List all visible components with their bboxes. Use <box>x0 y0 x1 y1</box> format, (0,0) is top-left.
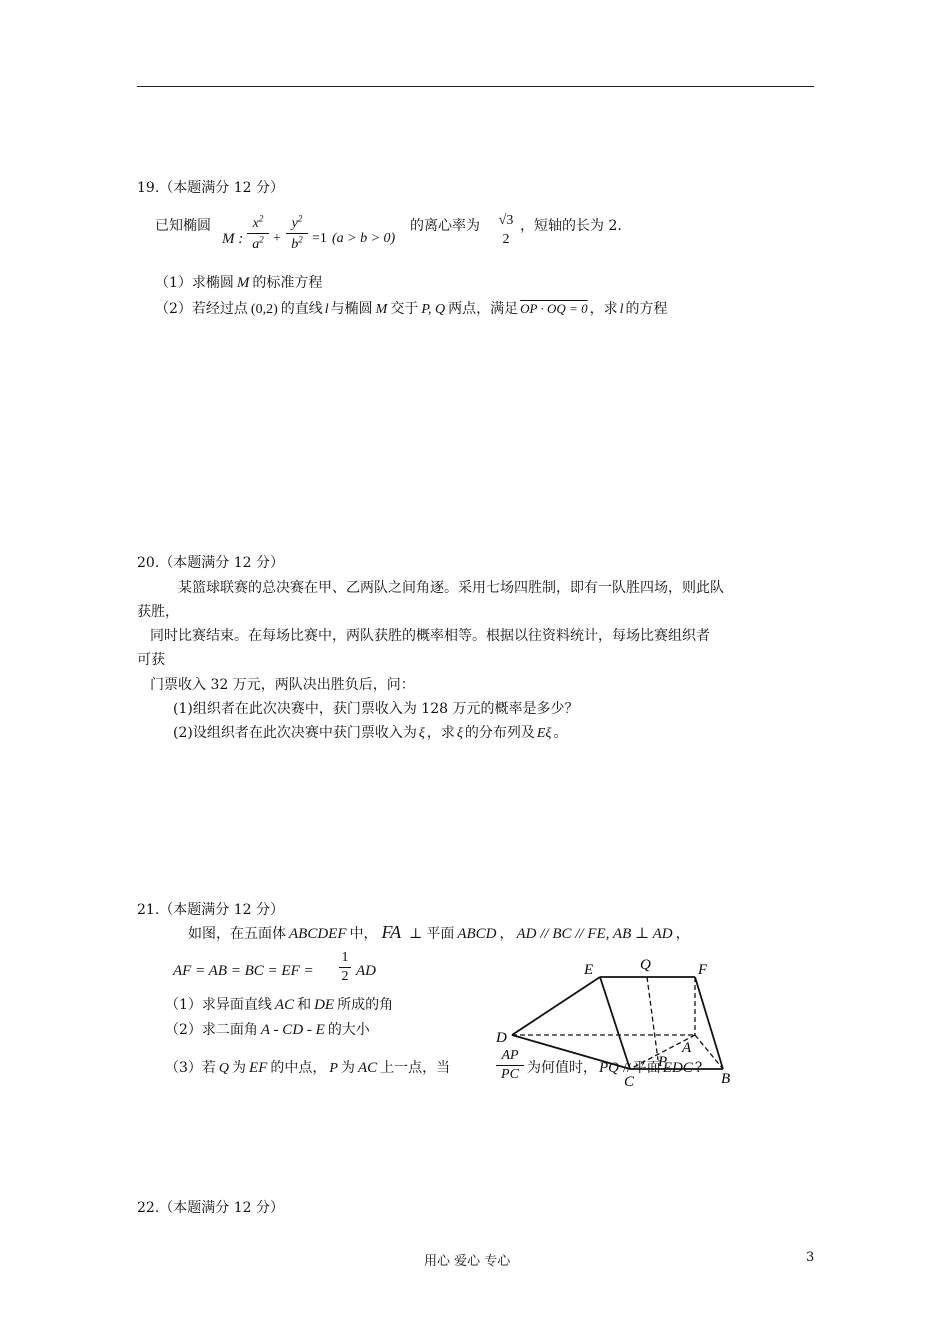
edge-EC <box>600 977 630 1069</box>
q21-heading: 21.（本题满分 12 分） <box>137 902 284 918</box>
edge-DE <box>512 977 600 1035</box>
q21-part3: （3）若 Q 为 EF 的中点， P 为 AC 上一点，当 <box>165 1060 451 1076</box>
q19-equals-one: =1 <box>312 231 327 246</box>
q19-part1: （1）求椭圆 M 的标准方程 <box>155 275 323 291</box>
q21-AD: AD <box>356 963 376 979</box>
q19-condition: (a > b > 0) <box>332 231 396 246</box>
q19-fraction-y2-b2: $y^2$ $b^2$ <box>286 213 308 253</box>
q20-line3: 同时比赛结束。在每场比赛中，两队获胜的概率相等。根据以往资料统计，每场比赛组织者 <box>150 628 710 644</box>
pentahedron-figure <box>490 952 750 1092</box>
edge-AB <box>695 1035 723 1069</box>
q19-part2: （2）若经过点 (0,2) 的直线 l 与椭圆 M 交于 P, Q 两点，满足 OP · OQ = 0 ，求 l 的方程 <box>155 301 668 317</box>
q21-equal-lengths: AF = AB = BC = EF = <box>173 963 314 979</box>
q19-plus: + <box>273 231 281 246</box>
q20-heading: 20.（本题满分 12 分） <box>137 555 284 571</box>
q20-line6: (1)组织者在此次决赛中，获门票收入为 128 万元的概率是多少？ <box>173 701 579 717</box>
label-F: F <box>698 962 708 978</box>
q21-statement: 如图，在五面体 ABCDEF 中， FA ⊥ 平面 ABCD ， AD // BC // FE, AB ⊥ AD ， <box>188 922 690 942</box>
label-A: A <box>682 1040 692 1056</box>
q19-stem-mid: 的离心率为 <box>410 218 480 234</box>
q20-line7: (2)设组织者在此次决赛中获门票收入为 ξ ，求 ξ 的分布列及 Eξ 。 <box>173 725 568 741</box>
edge-FB <box>695 977 723 1069</box>
q21-half-fraction: 1 2 <box>339 950 351 985</box>
edge-DC <box>512 1035 630 1069</box>
segment-QP <box>647 977 658 1060</box>
q21-part2: （2）求二面角 A - CD - E 的大小 <box>165 1022 370 1038</box>
q22-heading: 22.（本题满分 12 分） <box>137 1200 284 1216</box>
q20-line1: 某篮球联赛的总决赛在甲、乙两队之间角逐。采用七场四胜制，即有一队胜四场，则此队 <box>178 580 724 596</box>
q19-ellipse-M: M : <box>222 231 244 247</box>
label-C: C <box>624 1074 635 1090</box>
header-rule <box>137 86 814 87</box>
label-B: B <box>721 1071 731 1087</box>
q19-fraction-x2-a2: $x^2$ $a^2$ <box>247 213 269 253</box>
q21-ratio-fraction: AP PC <box>496 1048 524 1083</box>
q20-line2: 获胜， <box>137 604 179 620</box>
q20-line5: 门票收入 32 万元，两队决出胜负后，问： <box>150 677 415 693</box>
q21-part1: （1）求异面直线 AC 和 DE 所成的角 <box>165 997 394 1013</box>
q19-eccentricity-fraction: √3 2 <box>494 213 518 248</box>
q19-stem-post: ，短轴的长为 2. <box>520 218 622 234</box>
q20-line4: 可获 <box>137 652 165 668</box>
label-Q: Q <box>640 957 651 973</box>
q19-heading: 19.（本题满分 12 分） <box>137 180 284 196</box>
footer-motto: 用心 爱心 专心 <box>424 1254 511 1269</box>
label-P: P <box>658 1054 668 1070</box>
page-number: 3 <box>806 1250 815 1265</box>
q21-part3-tail: 为何值时， PQ // 平面 EDC ? <box>527 1060 703 1076</box>
label-D: D <box>496 1030 507 1046</box>
q19-stem-pre: 已知椭圆 <box>155 218 211 234</box>
label-E: E <box>584 962 594 978</box>
